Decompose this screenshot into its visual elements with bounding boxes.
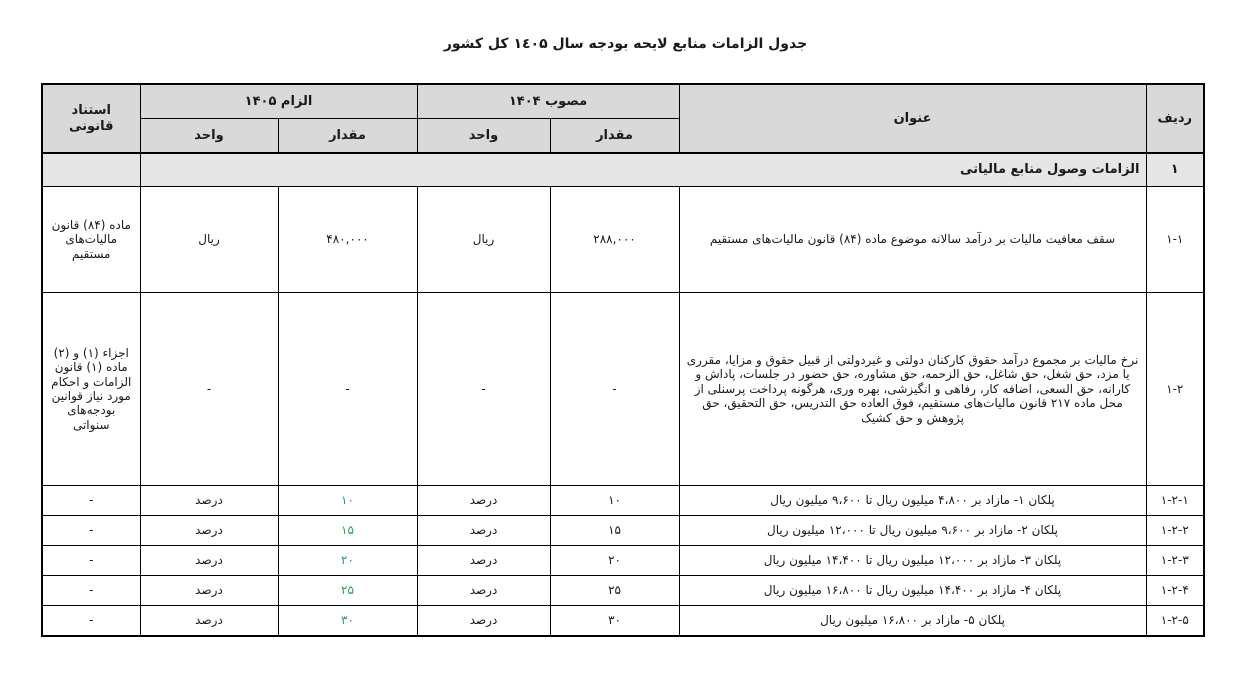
- approved-amount: ۱۰: [550, 486, 679, 516]
- header-obligation-amount: مقدار: [278, 119, 417, 154]
- section-row: [42, 153, 1204, 187]
- table-row: [42, 293, 1204, 486]
- row-number: ۱-۲-۳: [1146, 546, 1204, 576]
- obligation-unit: درصد: [140, 576, 278, 606]
- obligation-amount: ۴۸۰,۰۰۰: [278, 187, 417, 293]
- legal-basis: اجزاء (۱) و (۲) ماده (۱) قانون الزامات و احکام مورد نیاز قوانین بودجه‌های سنواتی: [42, 293, 140, 486]
- table-row: [42, 546, 1204, 576]
- obligation-amount: ۲۵: [278, 576, 417, 606]
- approved-unit: درصد: [417, 606, 550, 637]
- section-number: ۱: [1146, 153, 1204, 187]
- obligation-amount: ۲۰: [278, 546, 417, 576]
- approved-amount: ۲۸۸,۰۰۰: [550, 187, 679, 293]
- header-approved-unit: واحد: [417, 119, 550, 154]
- obligation-amount: -: [278, 293, 417, 486]
- approved-amount: ۱۵: [550, 516, 679, 546]
- section-title: الزامات وصول منابع مالیاتی: [140, 153, 1146, 187]
- legal-basis: -: [42, 606, 140, 637]
- approved-unit: درصد: [417, 576, 550, 606]
- legal-basis: -: [42, 516, 140, 546]
- approved-amount: ۳۰: [550, 606, 679, 637]
- approved-amount: -: [550, 293, 679, 486]
- header-title: عنوان: [679, 84, 1146, 153]
- approved-amount: ۲۰: [550, 546, 679, 576]
- table-row: [42, 516, 1204, 546]
- table-row: [42, 576, 1204, 606]
- row-number: ۱-۲-۲: [1146, 516, 1204, 546]
- row-number: ۱-۲: [1146, 293, 1204, 486]
- approved-amount: ۲۵: [550, 576, 679, 606]
- table-row: [42, 187, 1204, 293]
- row-number: ۱-۲-۱: [1146, 486, 1204, 516]
- legal-basis: -: [42, 546, 140, 576]
- header-row-no: ردیف: [1146, 84, 1204, 153]
- header-obligation-unit: واحد: [140, 119, 278, 154]
- row-title: پلکان ۵- مازاد بر ۱۶،۸۰۰ میلیون ریال: [679, 606, 1146, 637]
- table-row: [42, 486, 1204, 516]
- budget-obligations-table: [41, 83, 1205, 637]
- row-title: نرخ مالیات بر مجموع درآمد حقوق کارکنان دولتی و غیردولتی از قبیل حقوق و مزایا، مقرری یا مزد، حق شغل، حق شاغل، حق الزحمه، حق مشاوره، حق حضور در جلسات، پاداش و کارانه، حق السعی، اضافه کار، رفاهی و انگیزشی، بهره وری، هرگونه پرداخت پرسنلی از محل ماده ۲۱۷ قانون مالیات‌های مستقیم، فوق العاده حق التدریس، حق التحقیق، حق پژوهش و حق کشیک: [679, 293, 1146, 486]
- obligation-amount: ۱۰: [278, 486, 417, 516]
- row-title: پلکان ۱- مازاد بر ۴،۸۰۰ میلیون ریال تا ۹،۶۰۰ میلیون ریال: [679, 486, 1146, 516]
- row-number: ۱-۱: [1146, 187, 1204, 293]
- obligation-unit: -: [140, 293, 278, 486]
- row-title: پلکان ۳- مازاد بر ۱۲،۰۰۰ میلیون ریال تا ۱۴،۴۰۰ میلیون ریال: [679, 546, 1146, 576]
- obligation-unit: ریال: [140, 187, 278, 293]
- obligation-unit: درصد: [140, 516, 278, 546]
- header-approved-amount: مقدار: [550, 119, 679, 154]
- header-legal-basis: استناد قانونی: [42, 84, 140, 153]
- header-approved-group: مصوب ۱۴۰۴: [417, 84, 679, 119]
- approved-unit: درصد: [417, 516, 550, 546]
- table-row: [42, 606, 1204, 637]
- legal-basis: -: [42, 486, 140, 516]
- row-title: پلکان ۲- مازاد بر ۹،۶۰۰ میلیون ریال تا ۱۲،۰۰۰ میلیون ریال: [679, 516, 1146, 546]
- legal-basis: -: [42, 576, 140, 606]
- obligation-unit: درصد: [140, 546, 278, 576]
- legal-basis: ماده (۸۴) قانون مالیات‌های مستقیم: [42, 187, 140, 293]
- document-title: جدول الزامات منابع لایحه بودجه سال ۱٤۰۵ کل کشور: [443, 36, 808, 52]
- row-number: ۱-۲-۵: [1146, 606, 1204, 637]
- approved-unit: ریال: [417, 187, 550, 293]
- row-number: ۱-۲-۴: [1146, 576, 1204, 606]
- row-title: پلکان ۴- مازاد بر ۱۴،۴۰۰ میلیون ریال تا ۱۶،۸۰۰ میلیون ریال: [679, 576, 1146, 606]
- header-obligation-group: الزام ۱۴۰۵: [140, 84, 417, 119]
- obligation-unit: درصد: [140, 606, 278, 637]
- approved-unit: درصد: [417, 486, 550, 516]
- row-title: سقف معافیت مالیات بر درآمد سالانه موضوع ماده (۸۴) قانون مالیات‌های مستقیم: [679, 187, 1146, 293]
- section-legal-basis-empty: [42, 153, 140, 187]
- obligation-unit: درصد: [140, 486, 278, 516]
- table-header: [42, 84, 1204, 153]
- approved-unit: درصد: [417, 546, 550, 576]
- approved-unit: -: [417, 293, 550, 486]
- obligation-amount: ۳۰: [278, 606, 417, 637]
- obligation-amount: ۱۵: [278, 516, 417, 546]
